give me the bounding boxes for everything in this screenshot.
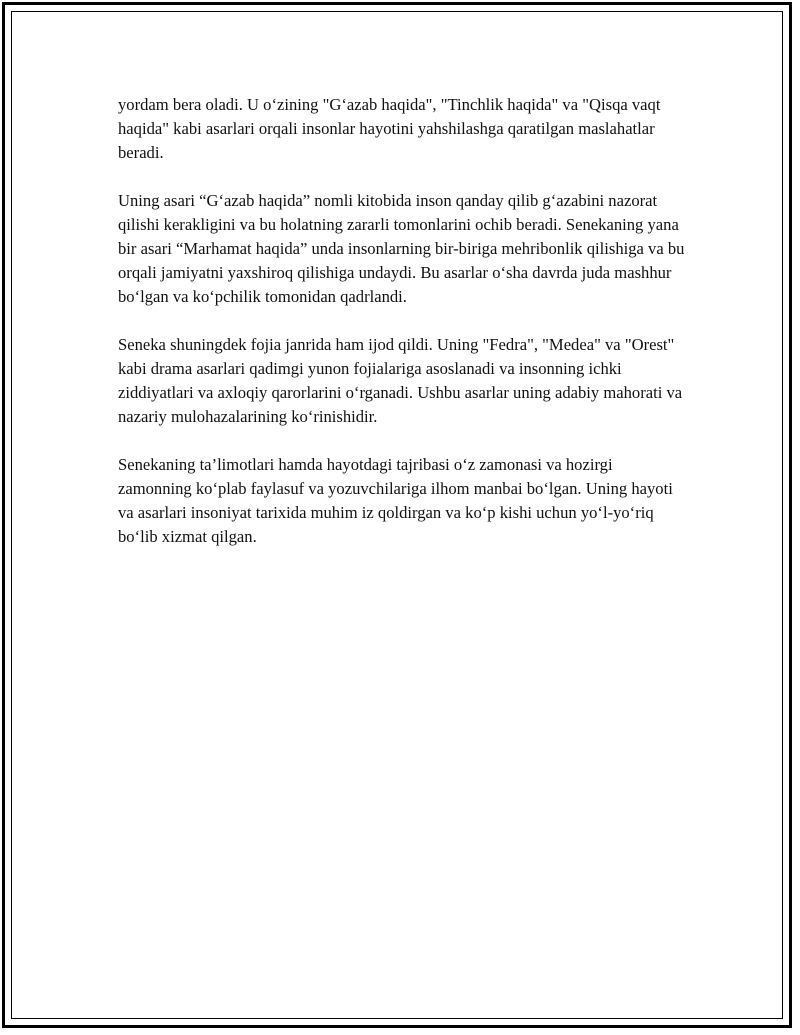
- document-body: [118, 93, 690, 573]
- paragraph-4: Senekaning ta’limotlari hamda hayotdagi tajribasi o‘z zamonasi va hozirgi zamonning ko‘plab faylasuf va yozuvchilariga ilhom manbai bo‘lgan. Uning hayoti va asarlari insoniyat tarixida muhim iz qoldirgan va ko‘p kishi uchun yo‘l-yo‘riq bo‘lib xizmat qilgan.: [118, 455, 673, 546]
- paragraph-3: Seneka shuningdek fojia janrida ham ijod qildi. Uning "Fedra", "Medea" va "Orest" kabi drama asarlari qadimgi yunon fojialariga asoslanadi va insonning ichki ziddiyatlari va axloqiy qarorlarini o‘rganadi. Ushbu asarlar uning adabiy mahorati va nazariy mulohazalarining ko‘rinishidir.: [118, 335, 683, 426]
- paragraph-2: Uning asari “G‘azab haqida” nomli kitobida inson qanday qilib g‘azabini nazorat qilishi kerakligini va bu holatning zararli tomonlarini ochib beradi. Senekaning yana bir asari “Marhamat haqida” unda insonlarning bir-biriga mehribonlik qilishiga va bu orqali jamiyatni yaxshiroq qilishiga undaydi. Bu asarlar o‘sha davrda juda mashhur bo‘lgan va ko‘pchilik tomonidan qadrlandi.: [118, 191, 685, 306]
- paragraph-1: yordam bera oladi. U o‘zining "G‘azab haqida", "Tinchlik haqida" va "Qisqa vaqt haqida" kabi asarlari orqali insonlar hayotini yahshilashga qaratilgan maslahatlar beradi.: [118, 95, 661, 162]
